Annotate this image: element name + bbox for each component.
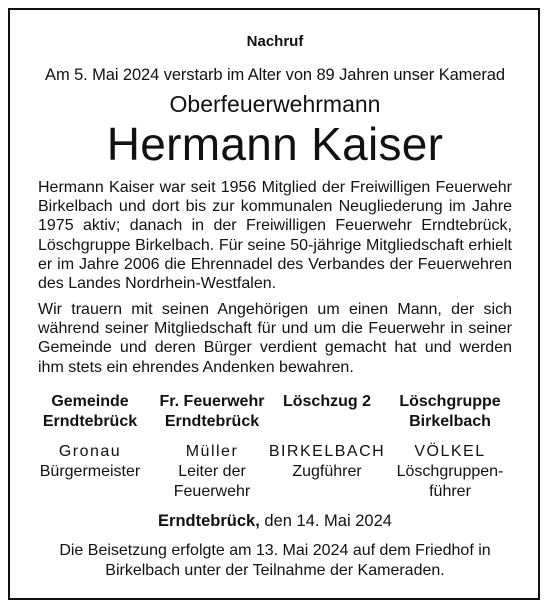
signatory-org-line2: Erndtebrück [42, 413, 138, 430]
signatory-org-line2 [268, 412, 386, 432]
mourning-paragraph: Wir trauern mit seinen Angehörigen um einen Mann, der sich während seiner Mitgliedschaft für und um die Feuerwehr in seiner Gemeinde und deren Bürger verdient gemacht hat und werden ihm stets ein ehrendes Andenken bewahren. [38, 301, 512, 376]
place-date-line [0, 512, 550, 531]
signatory-role-line1: Löschgruppen- [396, 463, 504, 480]
signatory-role-line1: Zugführer [292, 463, 362, 480]
signatory-loeschzug [268, 392, 386, 482]
signatory-loeschgruppe [385, 392, 515, 502]
date: den 14. Mai 2024 [264, 512, 392, 530]
signatory-org-line1: Fr. Feuerwehr [159, 393, 265, 410]
signatory-org-line1: Löschzug 2 [282, 393, 371, 410]
signatory-org-line2: Erndtebrück [164, 413, 260, 430]
signatory-person: Müller [185, 443, 239, 460]
signatory-person: Gronau [58, 443, 122, 460]
signatory-role-line1: Bürgermeister [39, 463, 141, 480]
intro-line: Am 5. Mai 2024 verstarb im Alter von 89 Jahren unser Kamerad [45, 66, 505, 84]
signatory-person: VÖLKEL [414, 443, 486, 460]
signatory-org-line1: Löschgruppe [399, 393, 501, 410]
signatory-role-line1: Leiter der [178, 463, 246, 480]
signatory-org-line1: Gemeinde [51, 393, 129, 410]
notice-heading: Nachruf [246, 33, 304, 50]
signatory-feuerwehr [148, 392, 276, 502]
funeral-note [30, 541, 520, 580]
biography-paragraph: Hermann Kaiser war seit 1956 Mitglied der Freiwilligen Feuerwehr Birkelbach und dort bis zur kommunalen Neugliederung im Jahre 1975 aktiv; danach in der Freiwilligen Feuerwehr Erndtebrück, Löschgruppe Birkelbach. Für seine 50-jährige Mitgliedschaft erhielt er im Jahre 2006 die Ehrennadel des Verbandes der Feuerwehren des Landes Nordrhein-Westfalen. [38, 179, 512, 293]
funeral-note-line1: Die Beisetzung erfolgte am 13. Mai 2024 auf dem Friedhof in [59, 542, 491, 559]
place: Erndtebrück, [158, 512, 260, 530]
signatory-role-line2: führer [429, 483, 471, 500]
funeral-note-line2: Birkelbach unter der Teilnahme der Kameraden. [105, 561, 445, 579]
deceased-name: Hermann Kaiser [106, 118, 444, 170]
rank-title: Oberfeuerwehrmann [169, 91, 381, 117]
signatory-person: BIRKELBACH [268, 443, 386, 460]
signatory-role-line2: Feuerwehr [173, 483, 251, 500]
signatory-gemeinde [30, 392, 150, 482]
signatory-org-line2: Birkelbach [409, 413, 491, 430]
